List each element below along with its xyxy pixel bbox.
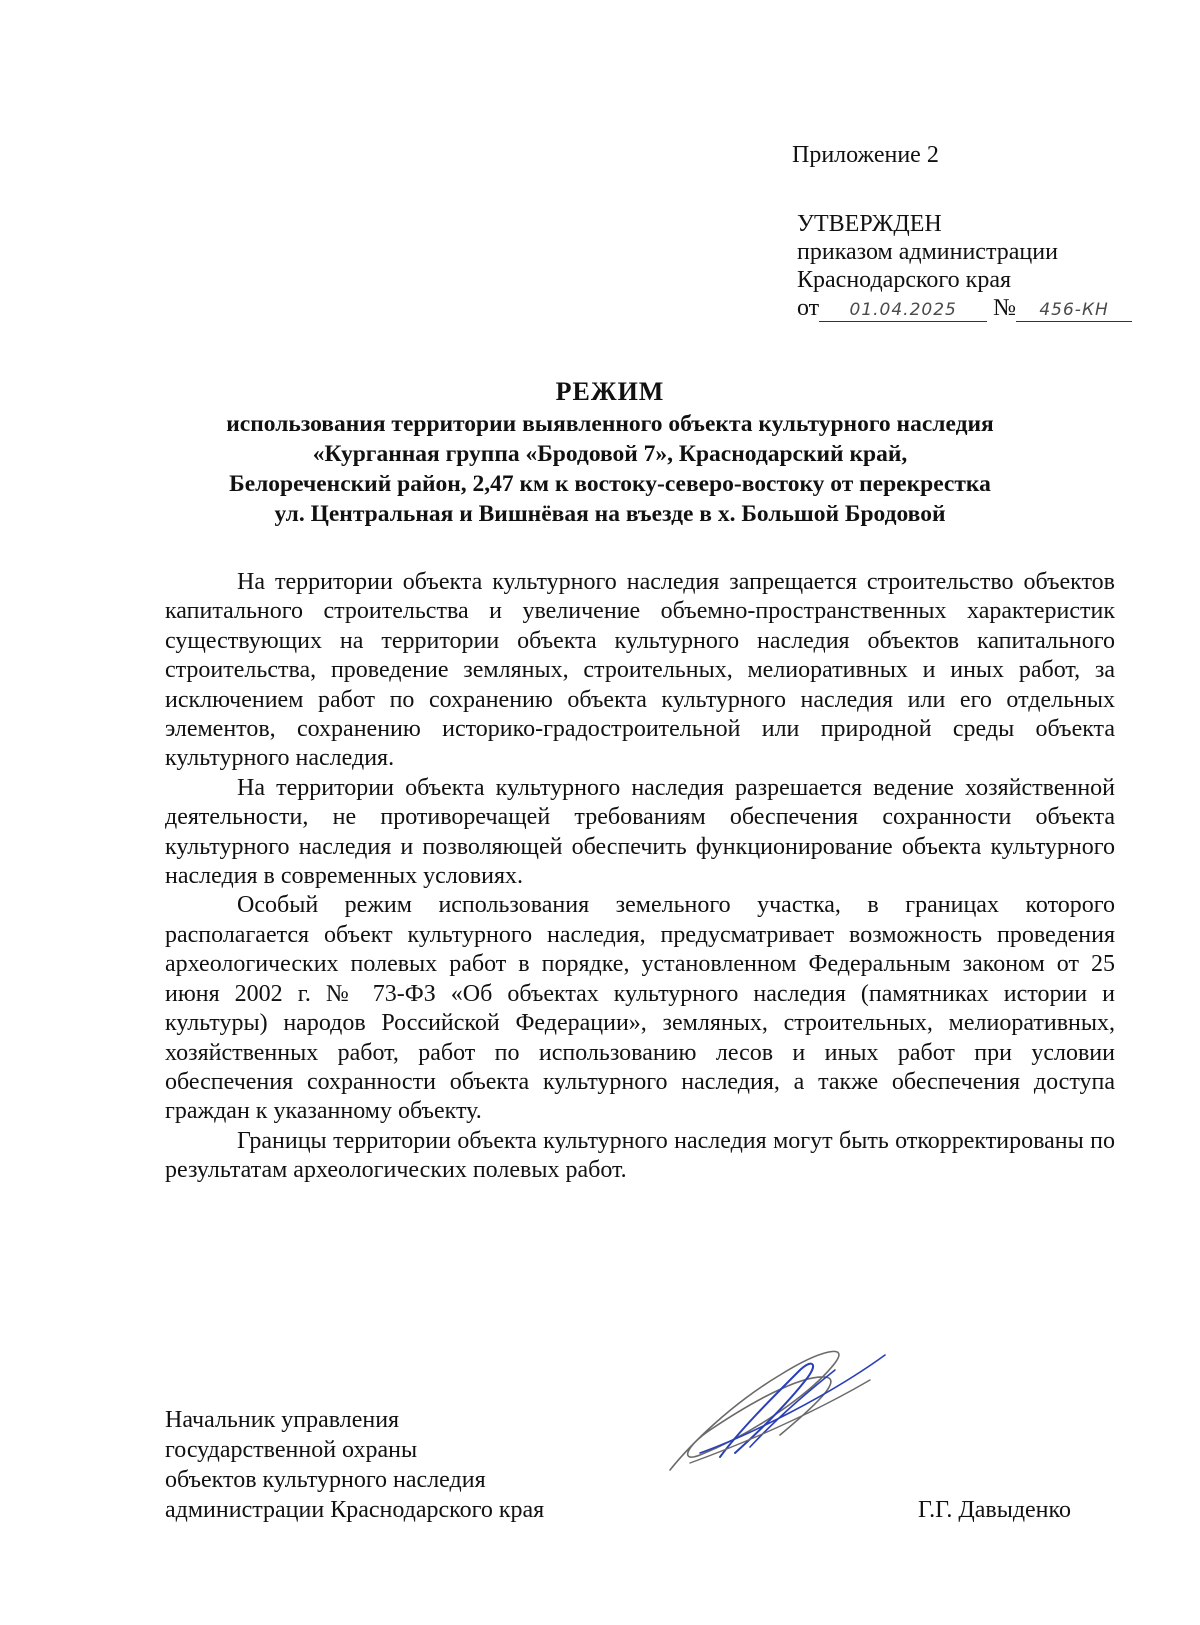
- signer-line-4: администрации Краснодарского края: [165, 1497, 545, 1523]
- handwritten-date: 01.04.2025: [819, 299, 987, 322]
- handwritten-number: 456-КН: [1016, 299, 1132, 322]
- approval-block: [797, 210, 1132, 322]
- order-date-number: [797, 294, 1132, 322]
- paragraph-boundaries: Границы территории объекта культурного наследия могут быть откорректированы по результатам археологических полевых работ.: [165, 1127, 1115, 1184]
- signer-line-1: Начальник управления: [165, 1407, 400, 1433]
- title-line-2: «Курганная группа «Бродовой 7», Краснодарский край,: [312, 441, 908, 467]
- document-title: [140, 375, 1080, 529]
- title-line-4: ул. Центральная и Вишнёвая на въезде в х. Большой Бродовой: [274, 501, 946, 527]
- paragraph-permissions: На территории объекта культурного наследия разрешается ведение хозяйственной деятельности, не противоречащей требованиям обеспечения сохранности объекта культурного наследия и позволяющей обеспечить функционирование объекта культурного наследия в современных условиях.: [165, 774, 1115, 890]
- approval-line-1: приказом администрации: [797, 239, 1058, 265]
- signer-line-3: объектов культурного наследия: [165, 1467, 486, 1493]
- title-main: РЕЖИМ: [555, 377, 665, 406]
- title-line-1: использования территории выявленного объекта культурного наследия: [226, 411, 994, 437]
- approval-line-2: Краснодарского края: [797, 267, 1012, 293]
- title-line-3: Белореченский район, 2,47 км к востоку-северо-востоку от перекрестка: [229, 471, 991, 497]
- handwritten-signature: [660, 1335, 890, 1480]
- signer-name: Г.Г. Давыденко: [918, 1497, 1071, 1523]
- appendix-label: Приложение 2: [792, 142, 939, 168]
- date-prefix: от: [797, 295, 820, 321]
- paragraph-special-regime: Особый режим использования земельного участка, в границах которого располагается объект культурного наследия, предусматривает возможность проведения археологических полевых работ в порядке, установленном Федеральным законом от 25 июня 2002 г. № 73-ФЗ «Об объектах культурного наследия (памятниках истории и культуры) народов Российской Федерации», земляных, строительных, мелиоративных, хозяйственных работ, работ по использованию лесов и иных работ при условии обеспечения сохранности объекта культурного наследия, а также обеспечения доступа граждан к указанному объекту.: [165, 892, 1115, 1125]
- document-body: [165, 568, 1115, 1186]
- approval-status: УТВЕРЖДЕН: [797, 211, 942, 237]
- paragraph-prohibitions: На территории объекта культурного наследия запрещается строительство объектов капитального строительства и увеличение объемно-пространственных характеристик существующих на территории объекта культурного наследия объектов капитального строительства, проведение земляных, строительных, мелиоративных и иных работ, за исключением работ по сохранению объекта культурного наследия или его отдельных элементов, сохранению историко-градостроительной или природной среды объекта культурного наследия.: [165, 569, 1115, 772]
- signer-line-2: государственной охраны: [165, 1437, 418, 1463]
- number-sign: №: [993, 295, 1017, 321]
- signer-position: [165, 1405, 544, 1525]
